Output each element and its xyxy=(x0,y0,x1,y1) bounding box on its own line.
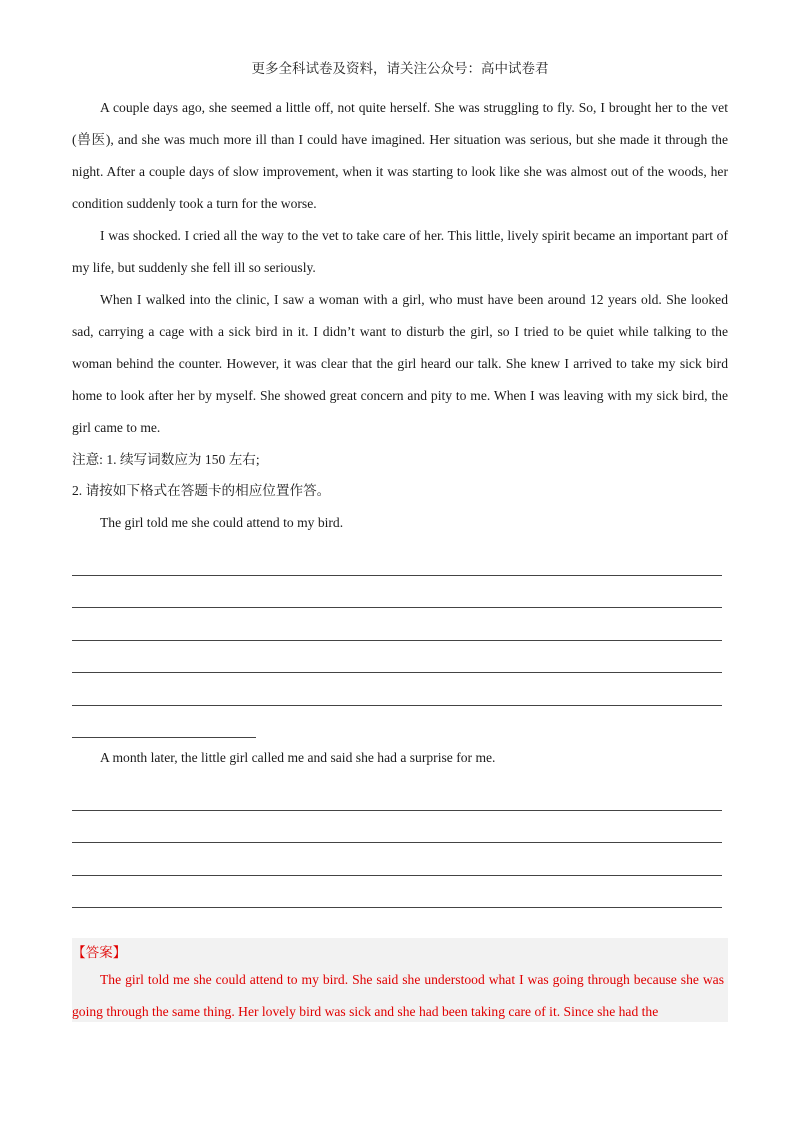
writing-line xyxy=(72,843,722,876)
writing-line-short xyxy=(72,706,256,739)
continuation-prompt-1: The girl told me she could attend to my bird. xyxy=(100,515,344,530)
writing-line xyxy=(72,811,722,844)
answer-text: The girl told me she could attend to my bird. She said she understood what I was going through because she was going through the same thing. Her lovely bird was sick and she had been taking care of it. Since she had the xyxy=(72,972,724,1019)
note-line-2: 2. 请按如下格式在答题卡的相应位置作答。 xyxy=(72,483,331,498)
writing-line xyxy=(72,673,722,706)
paragraph-2: I was shocked. I cried all the way to the vet to take care of her. This little, lively spirit became an important part of my life, but suddenly she fell ill so seriously. xyxy=(72,228,728,275)
paragraph-3: When I walked into the clinic, I saw a woman with a girl, who must have been around 12 years old. She looked sad, carrying a cage with a sick bird in it. I didn’t want to disturb the girl, so I tried to be quiet while talking to the woman behind the counter. However, it was clear that the girl heard our talk. She knew I arrived to take my sick bird home to look after her by myself. She showed great concern and pity to me. When I was leaving with my sick bird, the girl came to me. xyxy=(72,292,728,435)
answer-section xyxy=(72,938,728,1022)
answer-label: 【答案】 xyxy=(72,945,127,960)
document-body xyxy=(72,92,728,973)
writing-line xyxy=(72,641,722,674)
writing-line xyxy=(72,576,722,609)
writing-line xyxy=(72,608,722,641)
writing-line xyxy=(72,778,722,811)
page-header: 更多全科试卷及资料，请关注公众号：高中试卷君 xyxy=(251,61,549,76)
paragraph-1: A couple days ago, she seemed a little off, not quite herself. She was struggling to fly. So, I brought her to the vet (兽医), and she was much more ill than I could have imagined. Her situation was serious, but she made it through the night. After a couple days of slow improvement, when it was starting to look like she was almost out of the woods, her condition suddenly took a turn for the worse. xyxy=(72,100,728,211)
writing-line xyxy=(72,543,722,576)
writing-lines-1 xyxy=(72,543,728,738)
continuation-prompt-2: A month later, the little girl called me and said she had a surprise for me. xyxy=(100,750,496,765)
writing-line xyxy=(72,908,722,941)
note-line-1: 注意: 1. 续写词数应为 150 左右; xyxy=(72,452,260,467)
writing-line xyxy=(72,876,722,909)
